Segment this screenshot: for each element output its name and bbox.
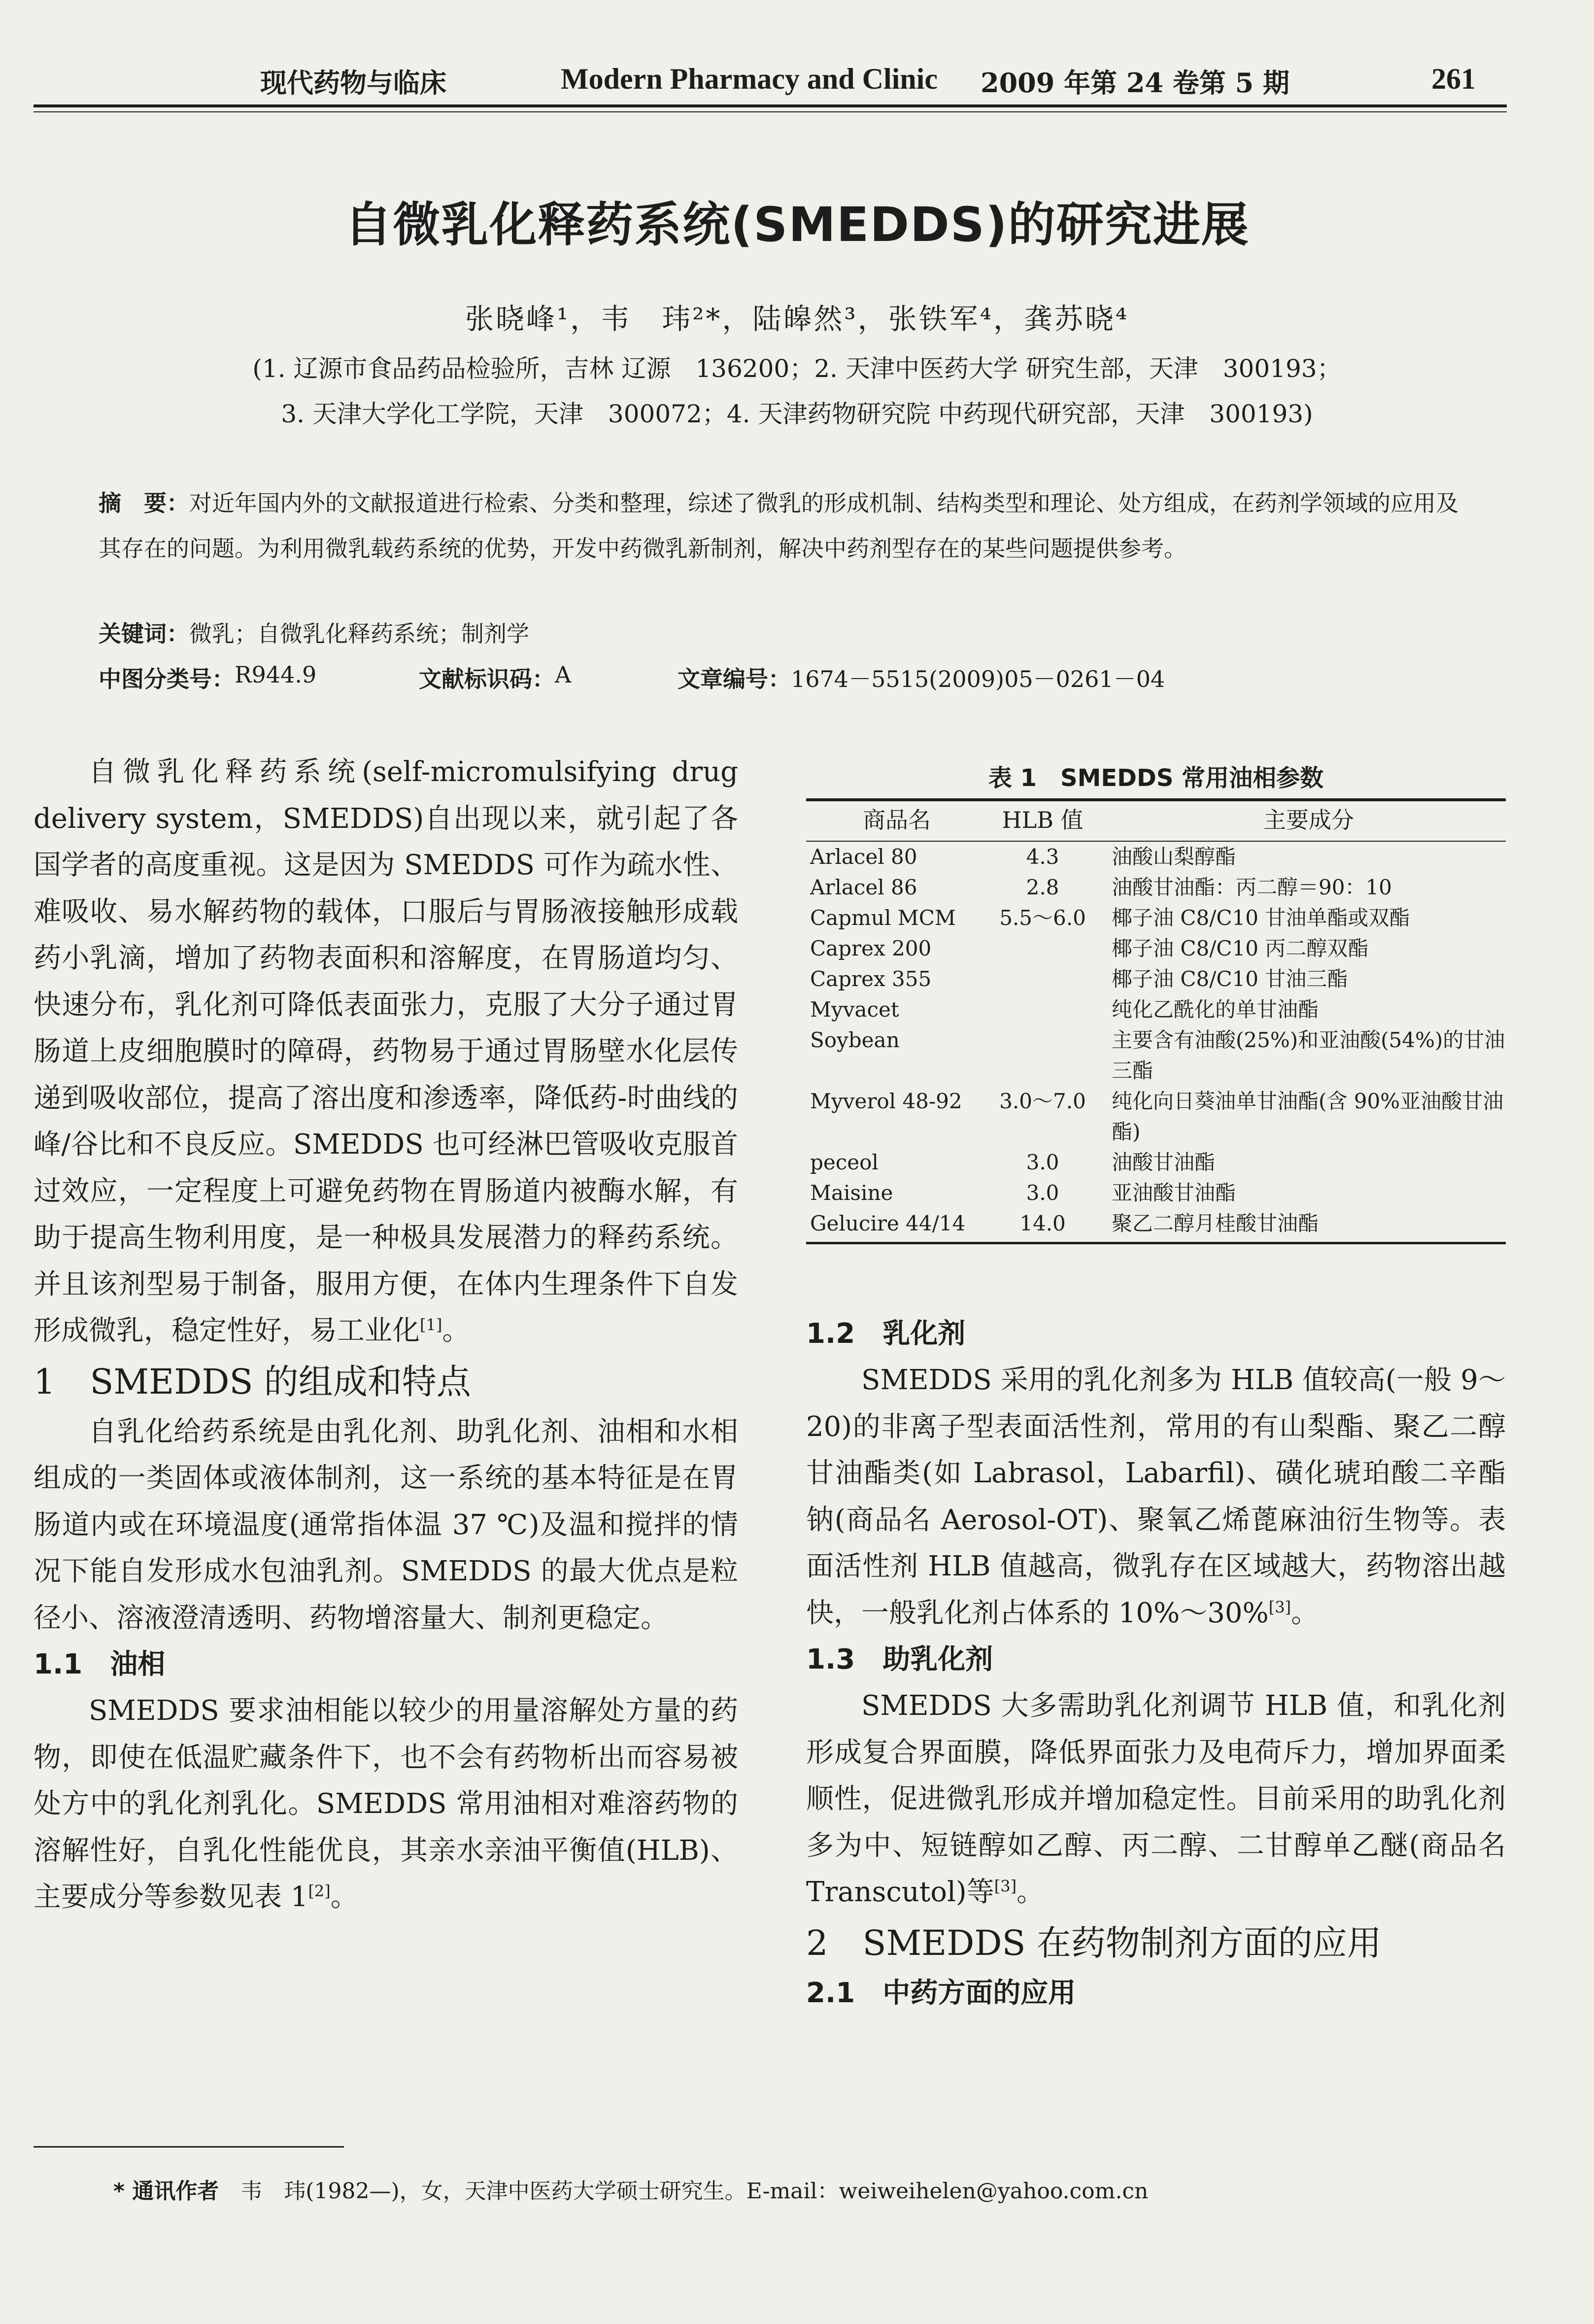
table-cell: 椰子油 C8/C10 甘油单酯或双酯 — [1112, 906, 1410, 930]
table-cell: 3.0 — [1026, 1181, 1059, 1205]
footnote-label: * 通讯作者 — [113, 2179, 219, 2204]
table-cell: Maisine — [810, 1181, 893, 1205]
table-cell: 聚乙二醇月桂酸甘油酯 — [1112, 1211, 1319, 1235]
right-column — [806, 1311, 1506, 2016]
clc-label: 中图分类号： — [99, 666, 235, 692]
footnote-text: 韦 玮(1982—)，女，天津中医药大学硕士研究生。E-mail：weiweihelen@yahoo.com.cn — [219, 2179, 1149, 2204]
table-cell: 油酸山梨醇酯 — [1112, 845, 1236, 869]
table-cell: 椰子油 C8/C10 甘油三酯 — [1112, 967, 1348, 991]
table-cell: Soybean — [810, 1028, 900, 1052]
table-row — [806, 933, 1506, 964]
journal-name-en: Modern Pharmacy and Clinic — [561, 63, 938, 95]
table-cell: Myverol 48-92 — [810, 1089, 962, 1113]
table-cell: Gelucire 44/14 — [810, 1211, 966, 1235]
citation-ref: [1] — [420, 1315, 442, 1334]
table-row — [806, 903, 1506, 933]
table-row — [806, 964, 1506, 994]
section-1-3-paragraph: SMEDDS 大多需助乳化剂调节 HLB 值，和乳化剂形成复合界面膜，降低界面张力及电荷斥力，增加界面柔顺性，促进微乳形成并增加稳定性。目前采用的助乳化剂多为中、短链醇如乙醇、丙二醇、二甘醇单乙醚(商品名 Transcutol)等[3]。 — [806, 1690, 1506, 1908]
table-row — [806, 994, 1506, 1025]
table-row — [806, 1208, 1506, 1239]
table-cell — [984, 1025, 1102, 1086]
table-cell: 亚油酸甘油酯 — [1112, 1181, 1236, 1205]
section-2-1-heading: 2.1 中药方面的应用 — [806, 1977, 1076, 2009]
issue-info: 2009 年第 24 卷第 5 期 — [981, 67, 1290, 99]
table-cell — [984, 964, 1102, 994]
section-1-2-paragraph: SMEDDS 采用的乳化剂多为 HLB 值较高(一般 9～20)的非离子型表面活性剂，常用的有山梨酯、聚乙二醇甘油酯类(如 Labrasol，Labarfil)、磺化琥珀酸二辛酯钠(商品名 Aerosol-OT)、聚氧乙烯蓖麻油衍生物等。表面活性剂 HLB 值越高，微乳存在区域越大，药物溶出越快，一般乳化剂占体系的 10%～30%[3]。 — [806, 1364, 1506, 1629]
table-row — [806, 1147, 1506, 1178]
table-row — [806, 1178, 1506, 1208]
abstract — [99, 480, 1463, 571]
table-cell: Caprex 200 — [810, 936, 932, 960]
table-cell: Capmul MCM — [810, 906, 956, 930]
section-1-paragraph: 自乳化给药系统是由乳化剂、助乳化剂、油相和水相组成的一类固体或液体制剂，这一系统的基本特征是在胃肠道内或在环境温度(通常指体温 37 ℃)及温和搅拌的情况下能自发形成水包油乳剂。SMEDDS 的最大优点是粒径小、溶液澄清透明、药物增溶量大、制剂更稳定。 — [34, 1415, 738, 1634]
abstract-label: 摘 要： — [99, 490, 189, 516]
section-1-heading: 1 SMEDDS 的组成和特点 — [34, 1361, 471, 1402]
citation-ref: [3] — [994, 1877, 1017, 1896]
table-cell: 5.5～6.0 — [999, 906, 1086, 930]
table-cell: 14.0 — [1019, 1211, 1066, 1235]
table-cell: 油酸甘油酯 — [1112, 1150, 1216, 1174]
table-cell: 3.0～7.0 — [999, 1089, 1086, 1113]
keywords — [99, 616, 529, 649]
table-cell — [984, 994, 1102, 1025]
table-body — [806, 842, 1506, 1239]
affiliation-line-1: (1. 辽源市食品药品检验所，吉林 辽源 136200；2. 天津中医药大学 研究生部，天津 300193； — [252, 354, 1342, 383]
table-cell: Caprex 355 — [810, 967, 932, 991]
article-no-value: 1674－5515(2009)05－0261－04 — [791, 666, 1165, 692]
table-cell: 2.8 — [1026, 875, 1059, 899]
clc-value: R944.9 — [235, 661, 317, 688]
table-header-cell: 主要成分 — [1263, 807, 1354, 833]
table-row — [806, 1025, 1506, 1086]
table-1 — [806, 798, 1506, 1244]
page-number: 261 — [1431, 63, 1476, 95]
table-cell: 纯化向日葵油单甘油酯(含 90%亚油酸甘油酯) — [1112, 1089, 1504, 1144]
footnote — [113, 2173, 1148, 2205]
section-1-3-heading: 1.3 助乳化剂 — [806, 1643, 993, 1675]
abstract-text: 对近年国内外的文献报道进行检索、分类和整理，综述了微乳的形成机制、结构类型和理论、处方组成，在药剂学领域的应用及其存在的问题。为利用微乳载药系统的优势，开发中药微乳新制剂，解决中药剂型存在的某些问题提供参考。 — [99, 490, 1458, 562]
table-cell: peceol — [810, 1150, 879, 1174]
keywords-text: 微乳；自微乳化释药系统；制剂学 — [189, 620, 529, 647]
table-rule-bottom — [806, 1242, 1506, 1244]
footnote-rule — [34, 2146, 344, 2148]
table-cell: 主要含有油酸(25%)和亚油酸(54%)的甘油三酯 — [1112, 1028, 1505, 1083]
table-row — [806, 842, 1506, 872]
section-1-2-heading: 1.2 乳化剂 — [806, 1318, 966, 1350]
table-cell: Arlacel 80 — [810, 845, 917, 869]
table-cell — [984, 933, 1102, 964]
table-row — [806, 872, 1506, 903]
intro-paragraph: 自微乳化释药系统(self-micromulsifying drug delivery system，SMEDDS)自出现以来，就引起了各国学者的高度重视。这是因为 SMEDDS 可作为疏水性、难吸收、易水解药物的载体，口服后与胃肠液接触形成载药小乳滴，增加了药物表面积和溶解度，在胃肠道均匀、快速分布，乳化剂可降低表面张力，克服了大分子通过胃肠道上皮细胞膜时的障碍，药物易于通过胃肠壁水化层传递到吸收部位，提高了溶出度和渗透率，降低药-时曲线的峰/谷比和不良反应。SMEDDS 也可经淋巴管吸收克服首过效应，一定程度上可避免药物在胃肠道内被酶水解，有助于提高生物利用度，是一种极具发展潜力的释药系统。并且该剂型易于制备，服用方便，在体内生理条件下自发形成微乳，稳定性好，易工业化[1]。 — [34, 756, 739, 1347]
table-cell: Arlacel 86 — [810, 875, 917, 899]
table-cell: 纯化乙酰化的单甘油酯 — [1112, 997, 1319, 1022]
citation-ref: [2] — [308, 1881, 331, 1901]
journal-name-cn: 现代药物与临床 — [260, 68, 446, 99]
left-column — [34, 749, 738, 1921]
table-header-row — [806, 801, 1506, 839]
keywords-label: 关键词： — [99, 620, 189, 647]
article-title: 自微乳化释药系统(SMEDDS)的研究进展 — [344, 197, 1250, 252]
section-1-1-heading: 1.1 油相 — [34, 1648, 166, 1680]
affiliation-line-2: 3. 天津大学化工学院，天津 300072；4. 天津药物研究院 中药现代研究部，天津 300193) — [281, 400, 1313, 428]
table-header-cell: 商品名 — [863, 807, 931, 833]
section-2-heading: 2 SMEDDS 在药物制剂方面的应用 — [806, 1922, 1382, 1963]
table-cell: 椰子油 C8/C10 丙二醇双酯 — [1112, 936, 1369, 960]
table-cell: 油酸甘油酯：丙二醇＝90：10 — [1112, 875, 1392, 899]
header-rule-thin — [34, 111, 1507, 112]
doc-code-value: A — [555, 661, 572, 688]
table-row — [806, 1086, 1506, 1147]
table-header-cell: HLB 值 — [1002, 807, 1084, 833]
table-cell: Myvacet — [810, 997, 899, 1022]
table-1-title: 表 1 SMEDDS 常用油相参数 — [988, 764, 1324, 792]
article-no-label: 文章编号： — [678, 666, 791, 692]
author-list: 张晓峰¹，韦 玮²*，陆皞然³，张铁军⁴，龚苏晓⁴ — [465, 302, 1129, 336]
table-cell: 4.3 — [1026, 845, 1059, 869]
header-rule-thick — [34, 104, 1507, 107]
section-1-1-paragraph: SMEDDS 要求油相能以较少的用量溶解处方量的药物，即使在低温贮藏条件下，也不会有药物析出而容易被处方中的乳化剂乳化。SMEDDS 常用油相对难溶药物的溶解性好，自乳化性能优良，其亲水亲油平衡值(HLB)、主要成分等参数见表 1[2]。 — [34, 1695, 738, 1913]
citation-ref: [3] — [1268, 1597, 1291, 1616]
table-cell: 3.0 — [1026, 1150, 1059, 1174]
doc-code-label: 文献标识码： — [419, 666, 555, 692]
